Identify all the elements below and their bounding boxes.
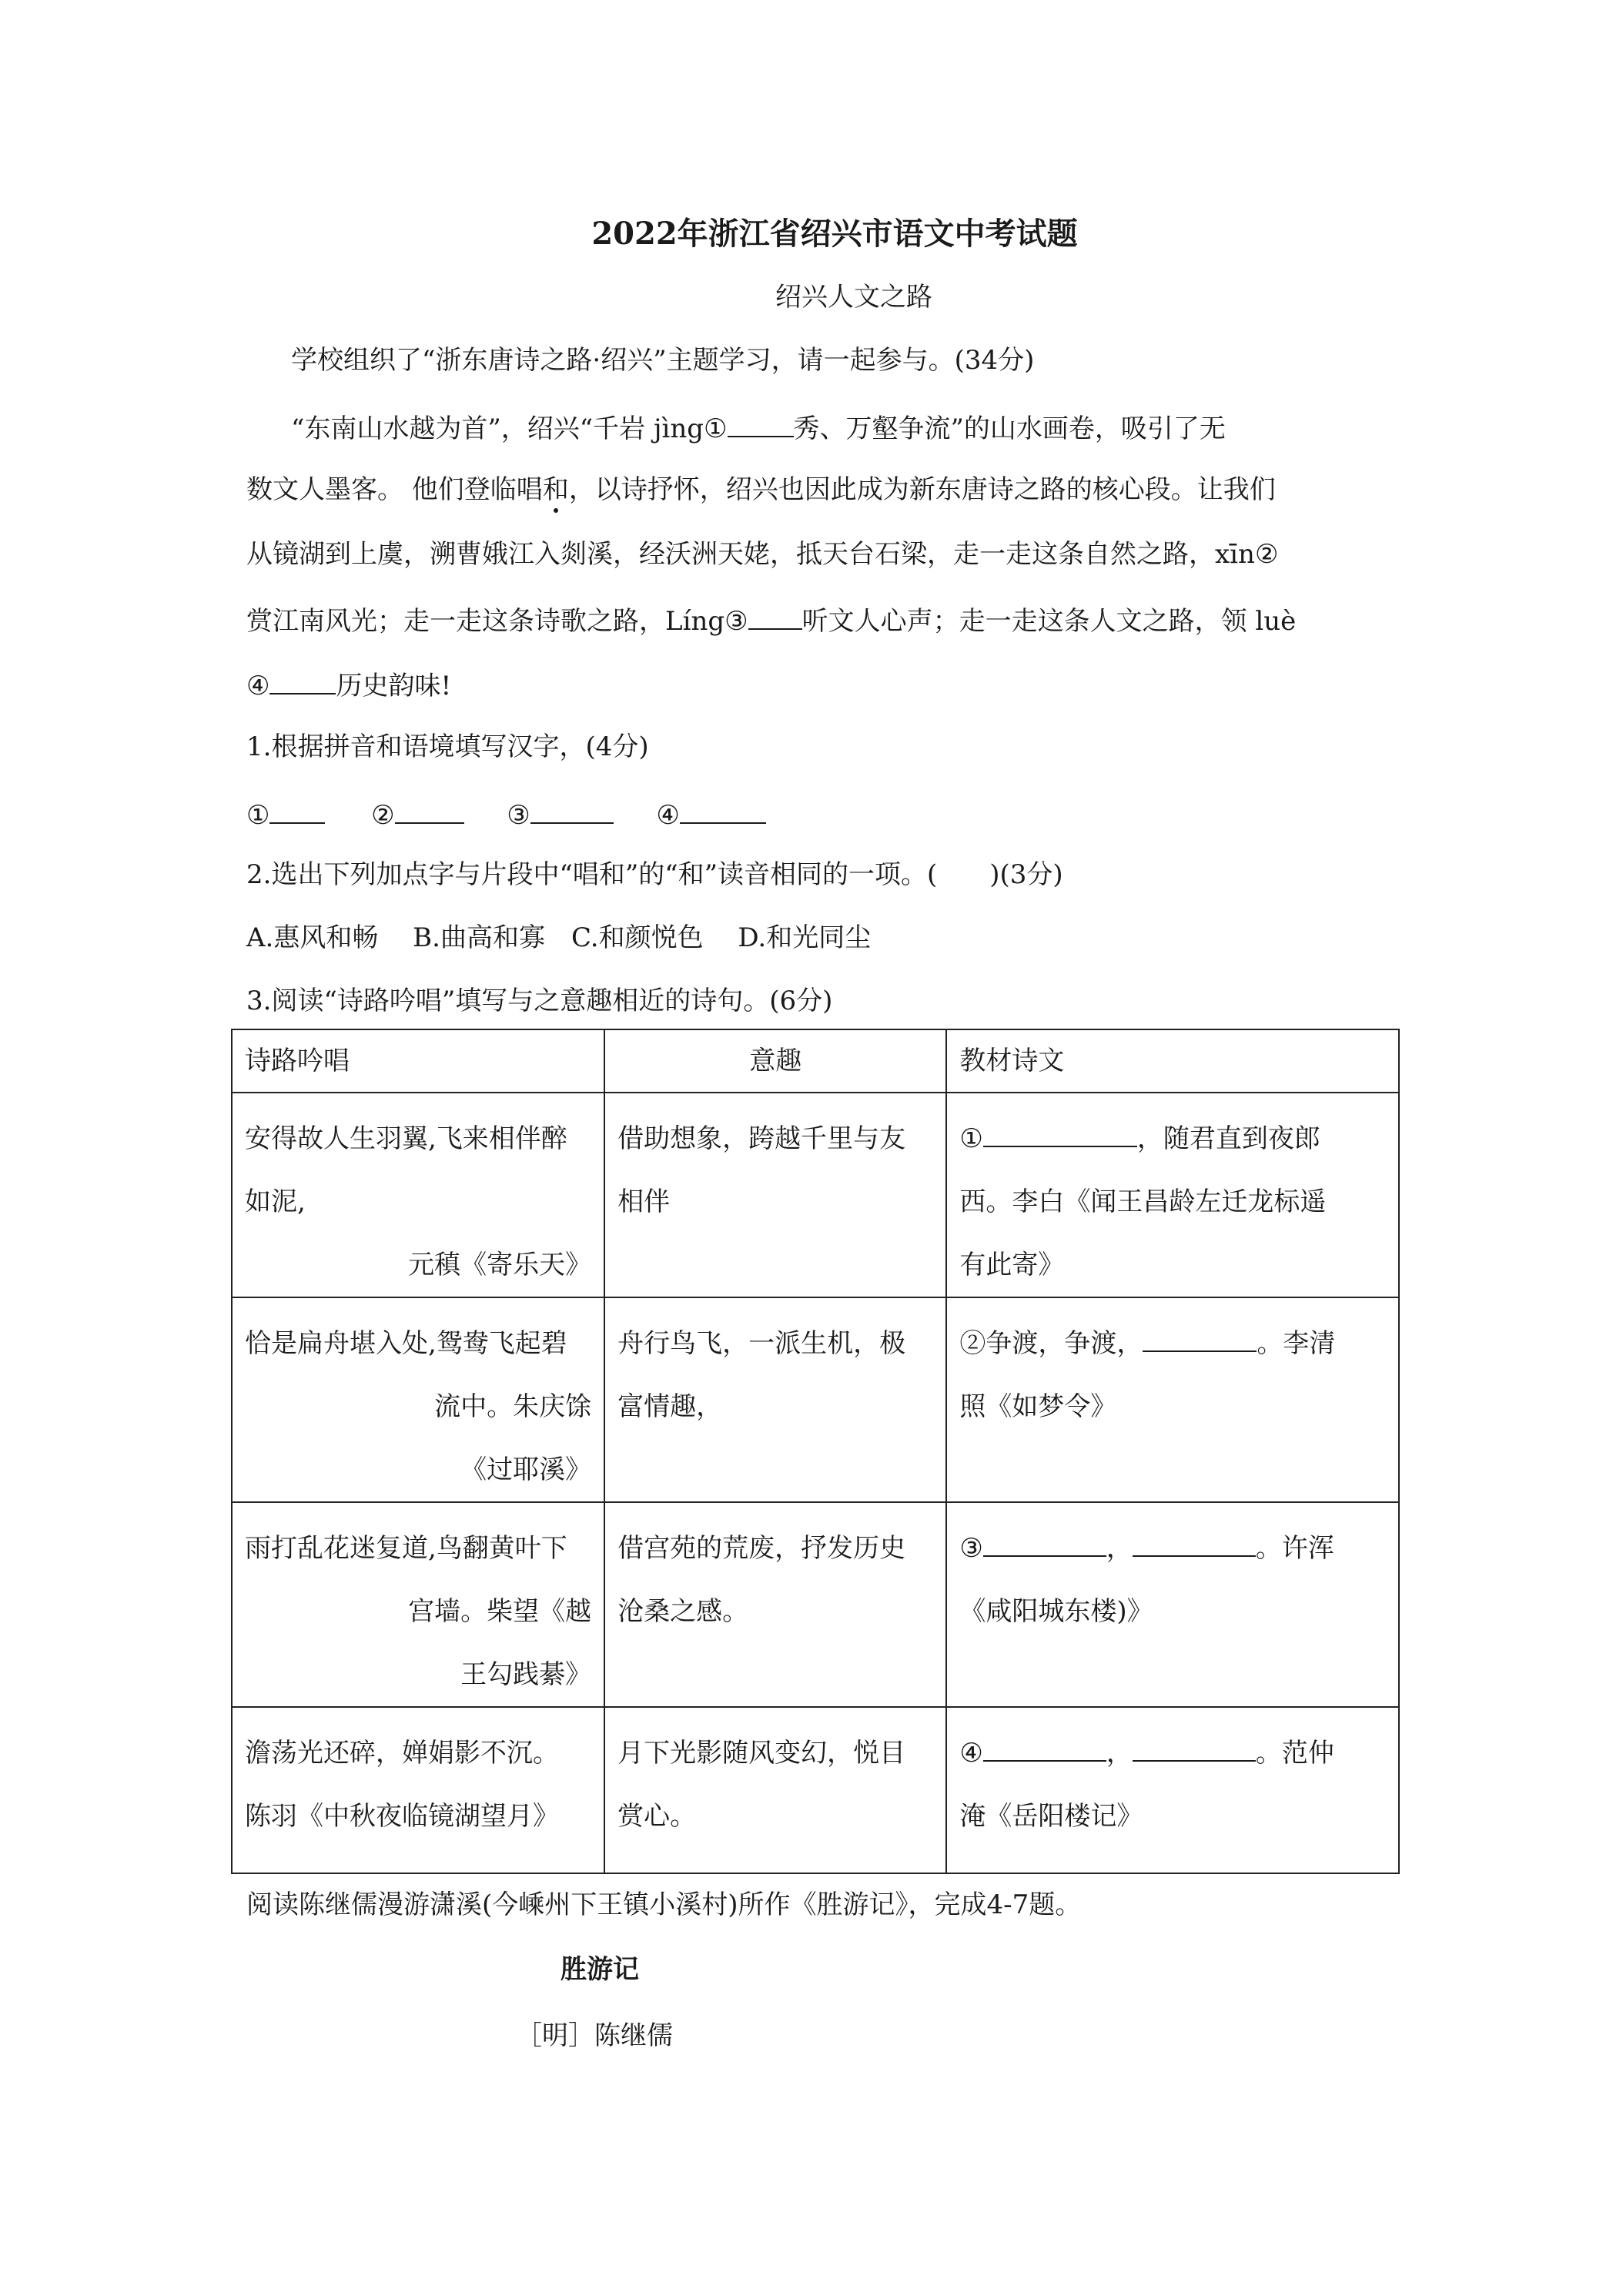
dotted-char: 和 (542, 474, 569, 505)
text-line: ③ (959, 1533, 983, 1564)
yiqu-cell (604, 1707, 946, 1873)
para-text: 听文人心声；走一走这条人文之路，领 luè (801, 606, 1297, 637)
answer-blank-4[interactable] (680, 796, 766, 824)
poem-table (231, 1029, 1400, 1874)
table-blank[interactable] (983, 1734, 1106, 1762)
table-header: 诗路吟唱 (232, 1029, 604, 1093)
yiqu-cell (604, 1502, 946, 1707)
yiqu-line: 富情趣， (617, 1391, 723, 1422)
section-subtitle: 绍兴人文之路 (775, 282, 932, 313)
table-row (232, 1707, 1399, 1873)
text-line: 。许浑 (1255, 1533, 1334, 1564)
yiqu-line: 相伴 (617, 1186, 671, 1217)
poem-line: 恰是扁舟堪入处,鸳鸯飞起碧 (245, 1328, 567, 1359)
paragraph-line-4 (246, 602, 1296, 637)
blank-label: ③ (507, 800, 530, 831)
yiqu-cell (604, 1297, 946, 1502)
question-2-options: A.惠风和畅 B.曲高和寡 C.和颜悦色 D.和光同尘 (246, 922, 872, 953)
essay-title: 胜游记 (561, 1954, 639, 1985)
text-line: 西。李白《闻王昌龄左迁龙标遥 (959, 1186, 1327, 1217)
text-cell (946, 1093, 1399, 1297)
text-line: 《咸阳城东楼)》 (959, 1596, 1153, 1627)
blank-label: ④ (656, 800, 680, 831)
text-line: ① (959, 1123, 983, 1154)
table-row (232, 1297, 1399, 1502)
poem-cell (232, 1297, 604, 1502)
table-header: 教材诗文 (946, 1029, 1399, 1093)
text-cell (946, 1707, 1399, 1873)
text-line: 有此寄》 (959, 1250, 1065, 1280)
yiqu-line: 借宫苑的荒废，抒发历史 (617, 1533, 906, 1564)
table-row (232, 1093, 1399, 1297)
poem-line: 澹荡光还碎，婵娟影不沉。 (245, 1738, 559, 1769)
blank-label: ① (246, 800, 270, 831)
table-blank[interactable] (1133, 1734, 1256, 1762)
text-line: ， (1106, 1738, 1133, 1769)
table-header-row (232, 1029, 1399, 1093)
table-header: 意趣 (604, 1029, 946, 1093)
poem-cell (232, 1502, 604, 1707)
poem-cell (232, 1707, 604, 1873)
poem-line: 陈羽《中秋夜临镜湖望月》 (245, 1801, 559, 1832)
table-blank[interactable] (983, 1529, 1106, 1557)
intro-line: 学校组织了“浙东唐诗之路·绍兴”主题学习，请一起参与。(34分) (291, 345, 1035, 376)
question-1: 1.根据拼音和语境填写汉字，(4分) (246, 731, 649, 762)
poem-line: 流中。朱庆馀 (434, 1391, 592, 1422)
blank-3[interactable] (748, 602, 802, 630)
text-line: 。范仲 (1255, 1738, 1334, 1769)
question-1-blanks (246, 796, 766, 831)
table-blank[interactable] (1143, 1324, 1257, 1352)
question-3: 3.阅读“诗路吟唱”填写与之意趣相近的诗句。(6分) (246, 986, 833, 1016)
question-2: 2.选出下列加点字与片段中“唱和”的“和”读音相同的一项。( )(3分) (246, 859, 1063, 890)
poem-line: 安得故人生羽翼,飞来相伴醉 (245, 1123, 567, 1154)
page-title: 2022年浙江省绍兴市语文中考试题 (591, 216, 1078, 252)
yiqu-cell (604, 1093, 946, 1297)
table-row (232, 1502, 1399, 1707)
poem-source: 元稹《寄乐天》 (408, 1250, 592, 1280)
paragraph-line-5 (246, 667, 451, 701)
answer-blank-1[interactable] (269, 796, 325, 824)
text-line: ，随君直到夜郎 (1136, 1123, 1320, 1154)
text-line: ④ (959, 1738, 983, 1769)
answer-blank-3[interactable] (530, 796, 614, 824)
para-text: “东南山水越为首”，绍兴“千岩 jìng① (291, 413, 728, 444)
text-cell (946, 1502, 1399, 1707)
yiqu-line: 借助想象，跨越千里与友 (617, 1123, 906, 1154)
poem-line: 雨打乱花迷复道,鸟翻黄叶下 (245, 1533, 567, 1564)
para-text: ，以诗抒怀，绍兴也因此成为新东唐诗之路的核心段。让我们 (568, 474, 1276, 505)
blank-4[interactable] (269, 667, 336, 694)
poem-line: 如泥, (245, 1186, 306, 1217)
yiqu-line: 舟行鸟飞，一派生机，极 (617, 1328, 906, 1359)
poem-line: 宫墙。柴望《越 (408, 1596, 592, 1627)
text-line: 。李清 (1257, 1328, 1336, 1359)
paragraph-line-2 (246, 474, 1276, 505)
yiqu-line: 月下光影随风变幻，悦目 (617, 1738, 906, 1769)
poem-cell (232, 1093, 604, 1297)
para-text: ④ (246, 671, 270, 701)
text-line: ②争渡，争渡， (959, 1328, 1143, 1359)
text-cell (946, 1297, 1399, 1502)
table-blank[interactable] (983, 1120, 1137, 1147)
para-text: 数文人墨客。 他们登临唱 (246, 474, 543, 505)
text-line: ， (1106, 1533, 1133, 1564)
blank-1[interactable] (728, 410, 794, 437)
yiqu-line: 赏心。 (617, 1801, 697, 1832)
paragraph-line-3: 从镜湖到上虞，溯曹娥江入剡溪，经沃洲天姥，抵天台石梁，走一走这条自然之路，xīn② (246, 539, 1279, 570)
para-text: 历史韵味! (336, 671, 452, 701)
yiqu-line: 沧桑之感。 (617, 1596, 749, 1627)
text-line: 淹《岳阳楼记》 (959, 1801, 1143, 1832)
essay-author: ［明］陈继儒 (516, 2020, 673, 2051)
poem-source: 《过耶溪》 (460, 1454, 592, 1485)
poem-source: 王勾践綦》 (460, 1659, 592, 1690)
text-line: 照《如梦令》 (959, 1391, 1117, 1422)
reading-intro: 阅读陈继儒漫游潇溪(今嵊州下王镇小溪村)所作《胜游记》，完成4-7题。 (246, 1889, 1082, 1920)
answer-blank-2[interactable] (395, 796, 464, 824)
para-text: 秀、万壑争流”的山水画卷，吸引了无 (793, 413, 1226, 444)
paragraph-line-1 (291, 410, 1226, 444)
para-text: 赏江南风光；走一走这条诗歌之路，Líng③ (246, 606, 748, 637)
blank-label: ② (371, 800, 395, 831)
table-blank[interactable] (1133, 1529, 1256, 1557)
